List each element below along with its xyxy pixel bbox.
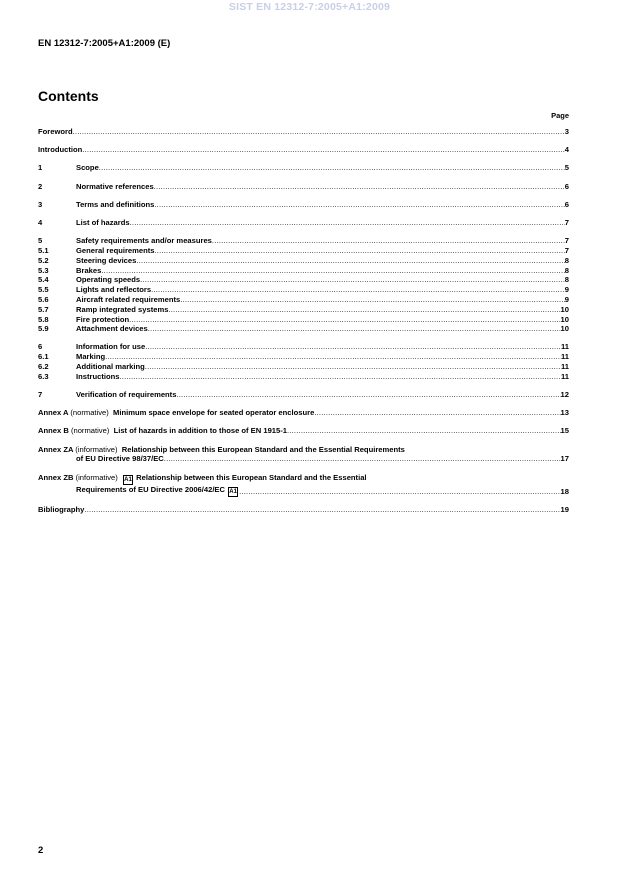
toc-entry-page: 9 — [564, 294, 569, 304]
toc-entry-number: 5 — [38, 236, 43, 246]
toc-entry-text: Verification of requirements — [76, 390, 177, 400]
toc-entry-normative-references[interactable] — [38, 182, 569, 192]
toc-entry-steering-devices[interactable] — [38, 256, 569, 266]
annex-kind: (normative) — [70, 426, 110, 436]
leader-dots — [119, 372, 561, 382]
toc-entry-fire-protection[interactable] — [38, 315, 569, 325]
toc-entry-number: 5.7 — [38, 304, 49, 314]
toc-entry-number: 5.5 — [38, 285, 49, 295]
annex-title-cont: of EU Directive 98/37/EC — [76, 454, 164, 464]
annex-heading-continued — [38, 485, 569, 497]
annex-kind: (informative) — [75, 444, 118, 454]
toc-entry-text: Attachment devices — [76, 324, 148, 334]
toc-entry-page: 13 — [560, 408, 569, 418]
annex-heading — [38, 426, 287, 436]
toc-entry-number: 6.3 — [38, 371, 49, 381]
annex-label: Annex ZB — [38, 472, 74, 482]
annex-label: Annex ZA — [38, 444, 74, 454]
toc-entry-page: 8 — [564, 275, 569, 285]
toc-annex-a[interactable] — [38, 408, 569, 418]
leader-dots — [136, 256, 564, 266]
page-column-heading: Page — [551, 111, 569, 120]
leader-dots — [129, 315, 560, 325]
annex-kind: (informative) — [75, 472, 118, 482]
toc-entry-text: Foreword — [38, 127, 73, 136]
leader-dots — [140, 275, 565, 285]
toc-entry-page: 10 — [560, 304, 569, 314]
toc-entry-brakes[interactable] — [38, 266, 569, 276]
toc-entry-number: 5.8 — [38, 314, 49, 324]
annex-label: Annex B — [38, 426, 69, 436]
leader-dots — [176, 390, 560, 400]
toc-annex-zb[interactable] — [38, 473, 569, 497]
toc-entry-page: 15 — [560, 426, 569, 436]
toc-entry-page: 7 — [564, 217, 569, 227]
toc-entry-page: 10 — [560, 314, 569, 324]
toc-entry-number: 4 — [38, 217, 43, 227]
toc-entry-number: 6.2 — [38, 362, 49, 372]
annex-heading — [38, 408, 314, 418]
toc-entry-text: List of hazards — [76, 217, 130, 227]
toc-entry-page: 11 — [560, 352, 569, 362]
annex-heading — [38, 473, 569, 485]
leader-dots — [130, 218, 565, 228]
toc-entry-number: 1 — [38, 163, 43, 173]
toc-entry-page: 9 — [564, 285, 569, 295]
toc-entry-list-of-hazards[interactable] — [38, 218, 569, 228]
toc-entry-text: Steering devices — [76, 255, 137, 265]
toc-entry-page: 5 — [564, 163, 569, 173]
toc-entry-text: Fire protection — [76, 314, 130, 324]
toc-entry-text: Introduction — [38, 145, 83, 155]
leader-dots — [99, 163, 565, 173]
toc-entry-operating-speeds[interactable] — [38, 275, 569, 285]
leader-dots — [155, 246, 565, 256]
annex-title-cont-text: Requirements of EU Directive 2006/42/EC — [76, 484, 225, 494]
toc-entry-information-for-use[interactable] — [38, 342, 569, 352]
leader-dots — [154, 182, 565, 192]
toc-annex-za[interactable] — [38, 445, 569, 465]
toc-entry-scope[interactable] — [38, 163, 569, 173]
toc-entry-page: 7 — [564, 245, 569, 255]
toc-entry-number: 2 — [38, 181, 43, 191]
toc-entry-page: 11 — [560, 362, 569, 372]
toc-entry-text: Information for use — [76, 342, 146, 352]
leader-dots — [239, 487, 560, 497]
toc-entry-ramp-integrated-systems[interactable] — [38, 305, 569, 315]
toc-entry-introduction[interactable] — [38, 145, 569, 155]
leader-dots — [73, 127, 565, 137]
leader-dots — [105, 352, 561, 362]
toc-entry-page: 19 — [560, 505, 569, 514]
toc-entry-attachment-devices[interactable] — [38, 324, 569, 334]
annex-title: Relationship between this European Standard and the Essential Requirements — [121, 444, 405, 454]
toc-entry-lights-and-reflectors[interactable] — [38, 285, 569, 295]
leader-dots — [212, 236, 565, 246]
toc-entry-text: Additional marking — [76, 362, 145, 372]
toc-entry-page: 6 — [564, 181, 569, 191]
toc-entry-page: 4 — [564, 145, 569, 155]
leader-dots — [84, 505, 560, 515]
toc-entry-text: Brakes — [76, 265, 102, 275]
amendment-end-mark-icon: A1 — [229, 488, 237, 495]
toc-entry-text: Lights and reflectors — [76, 285, 152, 295]
annex-heading-continued — [38, 454, 569, 464]
annex-title: Minimum space envelope for seated operator enclosure — [113, 408, 315, 418]
annex-title-cont — [76, 485, 239, 497]
leader-dots — [314, 408, 560, 418]
toc-entry-page: 11 — [560, 342, 569, 352]
toc-entry-page: 8 — [564, 255, 569, 265]
toc-entry-text: Instructions — [76, 371, 120, 381]
toc-entry-aircraft-related-requirements[interactable] — [38, 295, 569, 305]
toc-entry-text: Aircraft related requirements — [76, 294, 181, 304]
toc-entry-foreword[interactable] — [38, 127, 569, 137]
table-of-contents — [38, 127, 569, 515]
page-number: 2 — [38, 845, 44, 856]
toc-entry-text: Ramp integrated systems — [76, 304, 169, 314]
toc-annex-b[interactable] — [38, 426, 569, 436]
toc-entry-number: 5.9 — [38, 324, 49, 334]
toc-entry-number: 5.3 — [38, 265, 49, 275]
toc-entry-text: Normative references — [76, 181, 154, 191]
toc-entry-page: 3 — [564, 127, 569, 136]
leader-dots — [101, 266, 564, 276]
toc-entry-number: 6.1 — [38, 352, 49, 362]
contents-title: Contents — [38, 88, 99, 104]
leader-dots — [151, 285, 565, 295]
amendment-start-mark-icon: A1 — [124, 476, 132, 483]
toc-entry-number: 3 — [38, 199, 43, 209]
annex-title: Relationship between this European Standard and the Essential — [136, 472, 367, 482]
toc-entry-number: 5.4 — [38, 275, 49, 285]
toc-entry-instructions[interactable] — [38, 372, 569, 382]
toc-entry-terms-and-definitions[interactable] — [38, 200, 569, 210]
leader-dots — [145, 342, 561, 352]
document-id: EN 12312-7:2005+A1:2009 (E) — [38, 38, 171, 49]
toc-entry-safety-requirements[interactable] — [38, 236, 569, 246]
toc-entry-bibliography[interactable] — [38, 505, 569, 515]
toc-entry-additional-marking[interactable] — [38, 362, 569, 372]
toc-entry-text: Operating speeds — [76, 275, 141, 285]
toc-entry-text: Scope — [76, 163, 99, 173]
toc-entry-page: 17 — [560, 454, 569, 464]
toc-entry-number: 5.1 — [38, 245, 49, 255]
toc-entry-page: 18 — [560, 486, 569, 496]
leader-dots — [164, 454, 561, 464]
leader-dots — [148, 324, 561, 334]
toc-entry-marking[interactable] — [38, 352, 569, 362]
leader-dots — [154, 200, 564, 210]
toc-entry-number: 5.2 — [38, 255, 49, 265]
leader-dots — [287, 426, 561, 436]
toc-entry-text: Safety requirements and/or measures — [76, 236, 212, 246]
annex-heading — [38, 445, 569, 455]
annex-title: List of hazards in addition to those of EN 1915-1 — [113, 426, 287, 436]
toc-entry-text: Terms and definitions — [76, 199, 155, 209]
toc-entry-text: Marking — [76, 352, 106, 362]
annex-label: Annex A — [38, 408, 69, 418]
toc-entry-text: Bibliography — [38, 505, 85, 514]
leader-dots — [82, 145, 564, 155]
annex-kind: (normative) — [70, 408, 109, 418]
toc-entry-page: 7 — [564, 236, 569, 246]
toc-entry-page: 11 — [560, 371, 569, 381]
toc-entry-number: 6 — [38, 342, 43, 352]
toc-entry-page: 6 — [564, 199, 569, 209]
toc-entry-page: 10 — [560, 324, 569, 334]
toc-entry-verification[interactable] — [38, 390, 569, 400]
leader-dots — [180, 295, 565, 305]
toc-entry-page: 8 — [564, 265, 569, 275]
leader-dots — [145, 362, 561, 372]
toc-entry-number: 5.6 — [38, 294, 49, 304]
toc-entry-page: 12 — [560, 390, 569, 400]
toc-entry-number: 7 — [38, 390, 43, 400]
toc-entry-text: General requirements — [76, 245, 155, 255]
watermark: SIST EN 12312-7:2005+A1:2009 — [228, 1, 391, 13]
toc-entry-general-requirements[interactable] — [38, 246, 569, 256]
leader-dots — [168, 305, 560, 315]
